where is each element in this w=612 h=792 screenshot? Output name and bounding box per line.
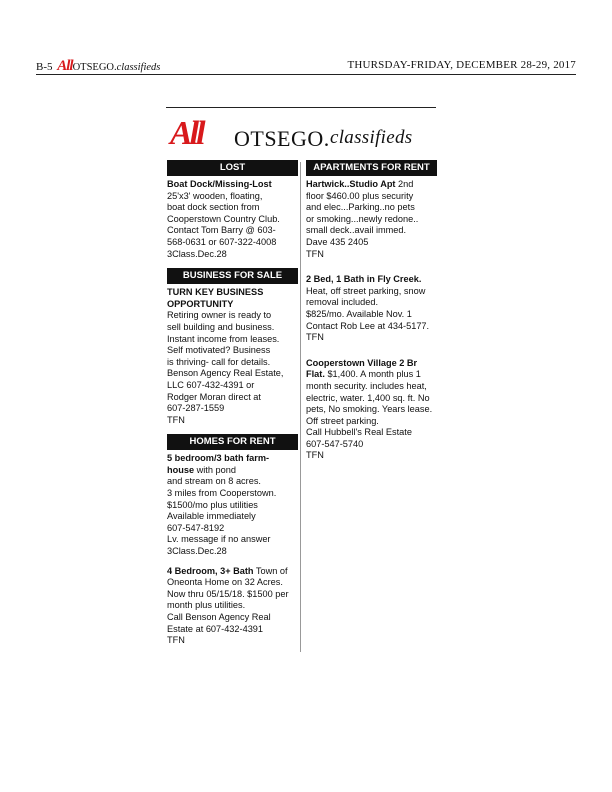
ad-line: and stream on 8 acres.: [167, 476, 261, 487]
ad-line: Call Hubbell's Real Estate: [306, 427, 412, 438]
header-logo: [36, 58, 160, 75]
ad-line: TFN: [167, 414, 185, 425]
ad-line: Cooperstown Country Club.: [167, 213, 280, 224]
section-heading-lost: LOST: [167, 160, 298, 176]
masthead-classifieds: classifieds: [330, 127, 413, 148]
ad-line: 607-547-5740: [306, 438, 364, 449]
section-heading-homes: HOMES FOR RENT: [167, 434, 298, 450]
ad-turn-key-business: [167, 287, 298, 426]
ad-title-tail: $1,400. A month plus 1: [324, 369, 421, 380]
ad-title: TURN KEY BUSINESS: [167, 287, 264, 298]
ad-title-tail: Town of: [253, 565, 288, 576]
ad-title-tail: with pond: [194, 464, 236, 475]
page-number: B-5: [36, 61, 53, 73]
ad-line: Oneonta Home on 32 Acres.: [167, 577, 283, 588]
ad-line: Available immediately: [167, 511, 256, 522]
ad-hartwick-studio: [306, 179, 437, 260]
ad-fly-creek: [306, 274, 437, 344]
ad-line: small deck..avail immed.: [306, 225, 407, 236]
ad-line: 3 miles from Cooperstown.: [167, 488, 277, 499]
header-logo-classifieds: classifieds: [116, 62, 161, 73]
ad-line: is thriving- call for details.: [167, 356, 271, 367]
masthead: [166, 113, 436, 157]
ad-line: 3Class.Dec.28: [167, 546, 227, 557]
header-logo-all: All: [57, 58, 73, 74]
ad-line: Call Benson Agency Real: [167, 612, 271, 622]
ad-line: Contact Tom Barry @ 603-: [167, 225, 276, 236]
ad-line: $825/mo. Available Nov. 1: [306, 308, 412, 319]
ad-line: pets, No smoking. Years lease.: [306, 404, 433, 415]
ad-title: 2 Bed, 1 Bath in Fly Creek.: [306, 274, 422, 285]
ad-line: TFN: [306, 450, 324, 461]
ad-line: TFN: [306, 248, 324, 259]
ad-line: $1500/mo plus utilities: [167, 499, 258, 510]
ad-line: or smoking...newly redone..: [306, 213, 419, 224]
ad-line: Self motivated? Business: [167, 345, 271, 356]
ad-line: 607-287-1559: [167, 403, 225, 414]
ad-title: OPPORTUNITY: [167, 298, 234, 309]
ad-title: Hartwick..Studio Apt: [306, 179, 396, 189]
ad-title-tail: 2nd: [395, 179, 414, 189]
ad-line: Estate at 607-432-4391: [167, 623, 264, 634]
ad-title: Cooperstown Village 2 Br: [306, 357, 418, 368]
ad-line: Retiring owner is ready to: [167, 310, 272, 321]
ad-line: removal included.: [306, 297, 379, 308]
ad-title: Flat.: [306, 369, 325, 380]
ad-line: 25'x3' wooden, floating,: [167, 190, 263, 201]
ad-cooperstown-village: [306, 358, 437, 462]
ad-line: Lv. message if no answer: [167, 534, 271, 545]
ad-line: and elec...Parking..no pets: [306, 202, 415, 213]
section-heading-business: BUSINESS FOR SALE: [167, 268, 298, 284]
masthead-otsego: OTSEGO.: [234, 126, 330, 151]
ad-line: 3Class.Dec.28: [167, 248, 227, 259]
ad-line: month security. includes heat,: [306, 380, 427, 391]
ad-line: TFN: [167, 635, 185, 646]
header-logo-otsego: OTSEGO.: [72, 62, 117, 73]
ad-title: house: [167, 464, 195, 475]
page-header: [36, 58, 576, 75]
ad-farmhouse: [167, 453, 298, 557]
column-divider: [300, 162, 301, 652]
ad-title: 5 bedroom/3 bath farm-: [167, 453, 270, 464]
ad-line: Now thru 05/15/18. $1500 per: [167, 588, 289, 599]
masthead-all: All: [170, 115, 203, 152]
ad-line: Benson Agency Real Estate,: [167, 368, 284, 379]
ad-line: TFN: [306, 332, 324, 343]
ad-line: sell building and business.: [167, 321, 275, 332]
ad-line: Heat, off street parking, snow: [306, 285, 426, 296]
ad-line: Dave 435 2405: [306, 236, 369, 247]
section-heading-apartments: APARTMENTS FOR RENT: [306, 160, 437, 176]
column-left: [167, 160, 298, 655]
ad-title: Boat Dock/Missing-Lost: [167, 179, 272, 189]
ad-line: Contact Rob Lee at 434-5177.: [306, 320, 430, 331]
ad-line: Off street parking.: [306, 415, 379, 426]
ad-line: floor $460.00 plus security: [306, 190, 414, 201]
ad-title: 4 Bedroom, 3+ Bath: [167, 565, 254, 576]
ad-line: electric, water. 1,400 sq. ft. No: [306, 392, 430, 403]
ad-line: month plus utilities.: [167, 600, 246, 611]
ad-boat-dock: [167, 179, 298, 260]
issue-date: THURSDAY-FRIDAY, DECEMBER 28-29, 2017: [347, 59, 576, 71]
masthead-rule: [166, 107, 436, 108]
column-right: [306, 160, 437, 470]
ad-line: Rodger Moran direct at: [167, 391, 261, 402]
ad-line: 607-547-8192: [167, 522, 225, 533]
ad-line: boat dock section from: [167, 202, 260, 213]
ad-line: Instant income from leases.: [167, 333, 280, 344]
ad-oneonta-home: [167, 566, 298, 647]
ad-line: 568-0631 or 607-322-4008: [167, 236, 277, 247]
ad-line: LLC 607-432-4391 or: [167, 379, 255, 390]
